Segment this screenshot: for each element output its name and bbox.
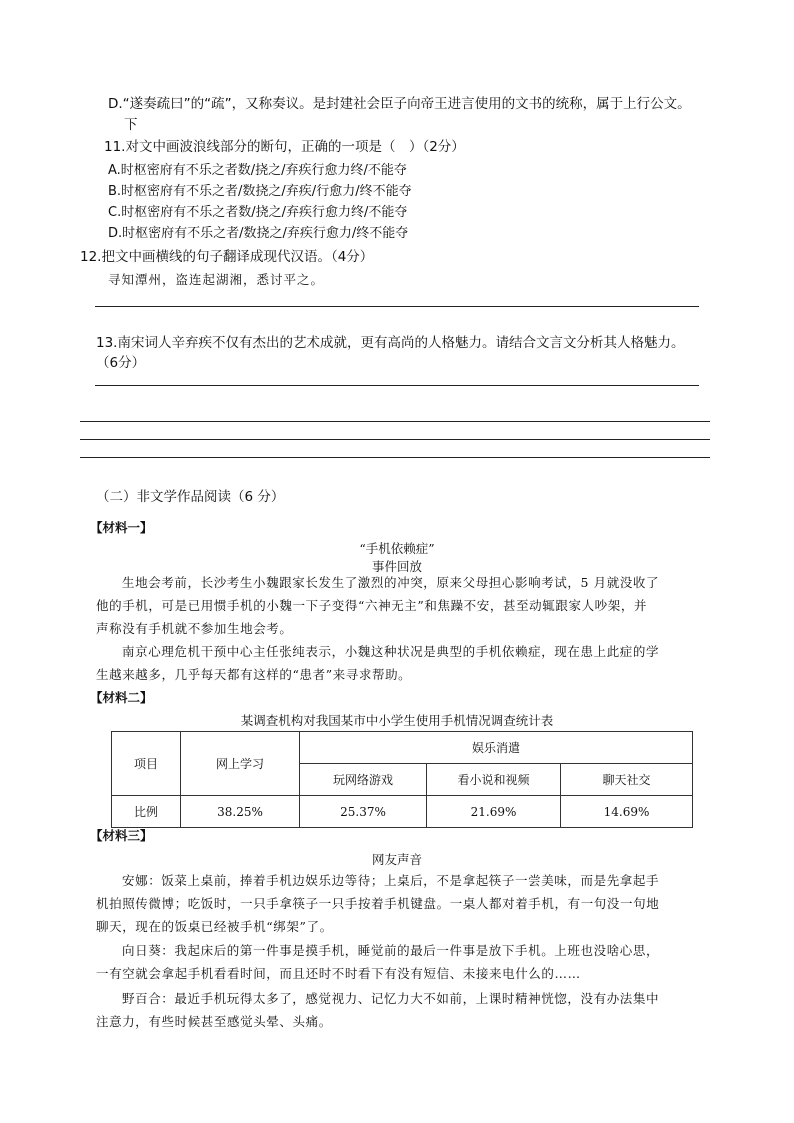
header-social-chat: 聊天社交 bbox=[561, 764, 693, 796]
material1-title: “手机依赖症” bbox=[359, 541, 435, 556]
header-games: 玩网络游戏 bbox=[300, 764, 427, 796]
text-line: 安娜：饭菜上桌前，捧着手机边娱乐边等待；上桌后，不是拿起筷子一尝美味，而是先拿起手 bbox=[122, 873, 660, 888]
material3-paragraph-1 bbox=[96, 869, 696, 938]
text-line: 注意力，有些时候甚至感觉头晕、头痛。 bbox=[96, 1014, 332, 1029]
text-line: 声称没有手机就不参加生地会考。 bbox=[96, 621, 293, 636]
header-entertainment: 娱乐消遣 bbox=[300, 732, 693, 764]
material1-subtitle: 事件回放 bbox=[371, 559, 422, 574]
material1-label: 【材料一】 bbox=[90, 520, 153, 535]
survey-table bbox=[111, 731, 693, 828]
text-line: 野百合：最近手机玩得太多了，感觉视力、记忆力大不如前，上课时精神恍惚，没有办法集中 bbox=[122, 991, 660, 1006]
text-line: 生地会考前，长沙考生小魏跟家长发生了激烈的冲突，原来父母担心影响考试，5 月就没收了 bbox=[122, 575, 660, 590]
answer-line bbox=[80, 439, 710, 440]
text-line: 生越来越多，几乎每天都有这样的“患者”来寻求帮助。 bbox=[96, 667, 412, 682]
text-line: 聊天，现在的饭桌已经被手机“绑架”了。 bbox=[96, 919, 333, 934]
material1-paragraph-1 bbox=[96, 571, 696, 640]
q12-sentence: 寻知潭州，盗连起湖湘，悉讨平之。 bbox=[108, 272, 325, 287]
table-cell: 14.69% bbox=[561, 796, 693, 828]
q11-option-c: C.时枢密府有不乐之者数/挠之/弃疾行愈力终/不能夺 bbox=[108, 205, 408, 220]
header-novels-videos: 看小说和视频 bbox=[427, 764, 561, 796]
header-item: 项目 bbox=[112, 732, 181, 796]
q13-stem: 13.南宋词人辛弃疾不仅有杰出的艺术成就，更有高尚的人格魅力。请结合文言文分析其人格魅力。 bbox=[96, 335, 685, 351]
material1-paragraph-2 bbox=[96, 640, 696, 686]
q11-option-a: A.时枢密府有不乐之者数/挠之/弃疾行愈力终/不能夺 bbox=[108, 163, 407, 178]
table-cell: 21.69% bbox=[427, 796, 561, 828]
table-title: 某调查机构对我国某市中小学生使用手机情况调查统计表 bbox=[240, 713, 554, 728]
q10-option-d-tail: 下 bbox=[124, 117, 138, 133]
material3-title: 网友声音 bbox=[371, 852, 422, 867]
text-line: 向日葵：我起床后的第一件事是摸手机，睡觉前的最后一件事是放下手机。上班也没啥心思， bbox=[122, 943, 660, 958]
text-line: 一有空就会拿起手机看看时间，而且还时不时看下有没有短信、未接来电什么的…… bbox=[96, 966, 581, 981]
q11-stem: 11.对文中画波浪线部分的断句，正确的一项是（ ）（2分） bbox=[104, 139, 465, 155]
section-heading: （二）非文学作品阅读（6 分） bbox=[96, 489, 285, 505]
answer-line bbox=[80, 421, 710, 422]
text-line: 他的手机，可是已用惯手机的小魏一下子变得“六神无主”和焦躁不安，甚至动辄跟家人吵架，并 bbox=[96, 598, 648, 613]
material2-label: 【材料二】 bbox=[90, 690, 153, 705]
q10-option-d: D.“遂奏疏曰”的“疏”，又称奏议。是封建社会臣子向帝王进言使用的文书的统称，属于上行公文。 bbox=[108, 96, 691, 112]
table-cell: 38.25% bbox=[181, 796, 300, 828]
text-line: 南京心理危机干预中心主任张纯表示，小魏这种状况是典型的手机依赖症，现在患上此症的学 bbox=[122, 644, 660, 659]
row-label: 比例 bbox=[112, 796, 181, 828]
text-line: 机拍照传微博；吃饭时，一只手拿筷子一只手按着手机键盘。一桌人都对着手机，有一句没一句地 bbox=[96, 896, 660, 911]
answer-line bbox=[95, 306, 699, 307]
material3-paragraph-2 bbox=[96, 939, 696, 985]
answer-line bbox=[95, 385, 699, 386]
material3-label: 【材料三】 bbox=[90, 828, 153, 843]
material3-paragraph-3 bbox=[96, 987, 696, 1033]
answer-line bbox=[80, 457, 710, 458]
header-online-learning: 网上学习 bbox=[181, 732, 300, 796]
q11-option-b: B.时枢密府有不乐之者/数挠之/弃疾/行愈力/终不能夺 bbox=[108, 184, 412, 199]
table-cell: 25.37% bbox=[300, 796, 427, 828]
q13-score: （6分） bbox=[96, 355, 146, 371]
q12-stem: 12.把文中画横线的句子翻译成现代汉语。（4分） bbox=[80, 249, 374, 265]
q11-option-d: D.时枢密府有不乐之者/数挠之/弃疾行愈力/终不能夺 bbox=[108, 226, 409, 241]
